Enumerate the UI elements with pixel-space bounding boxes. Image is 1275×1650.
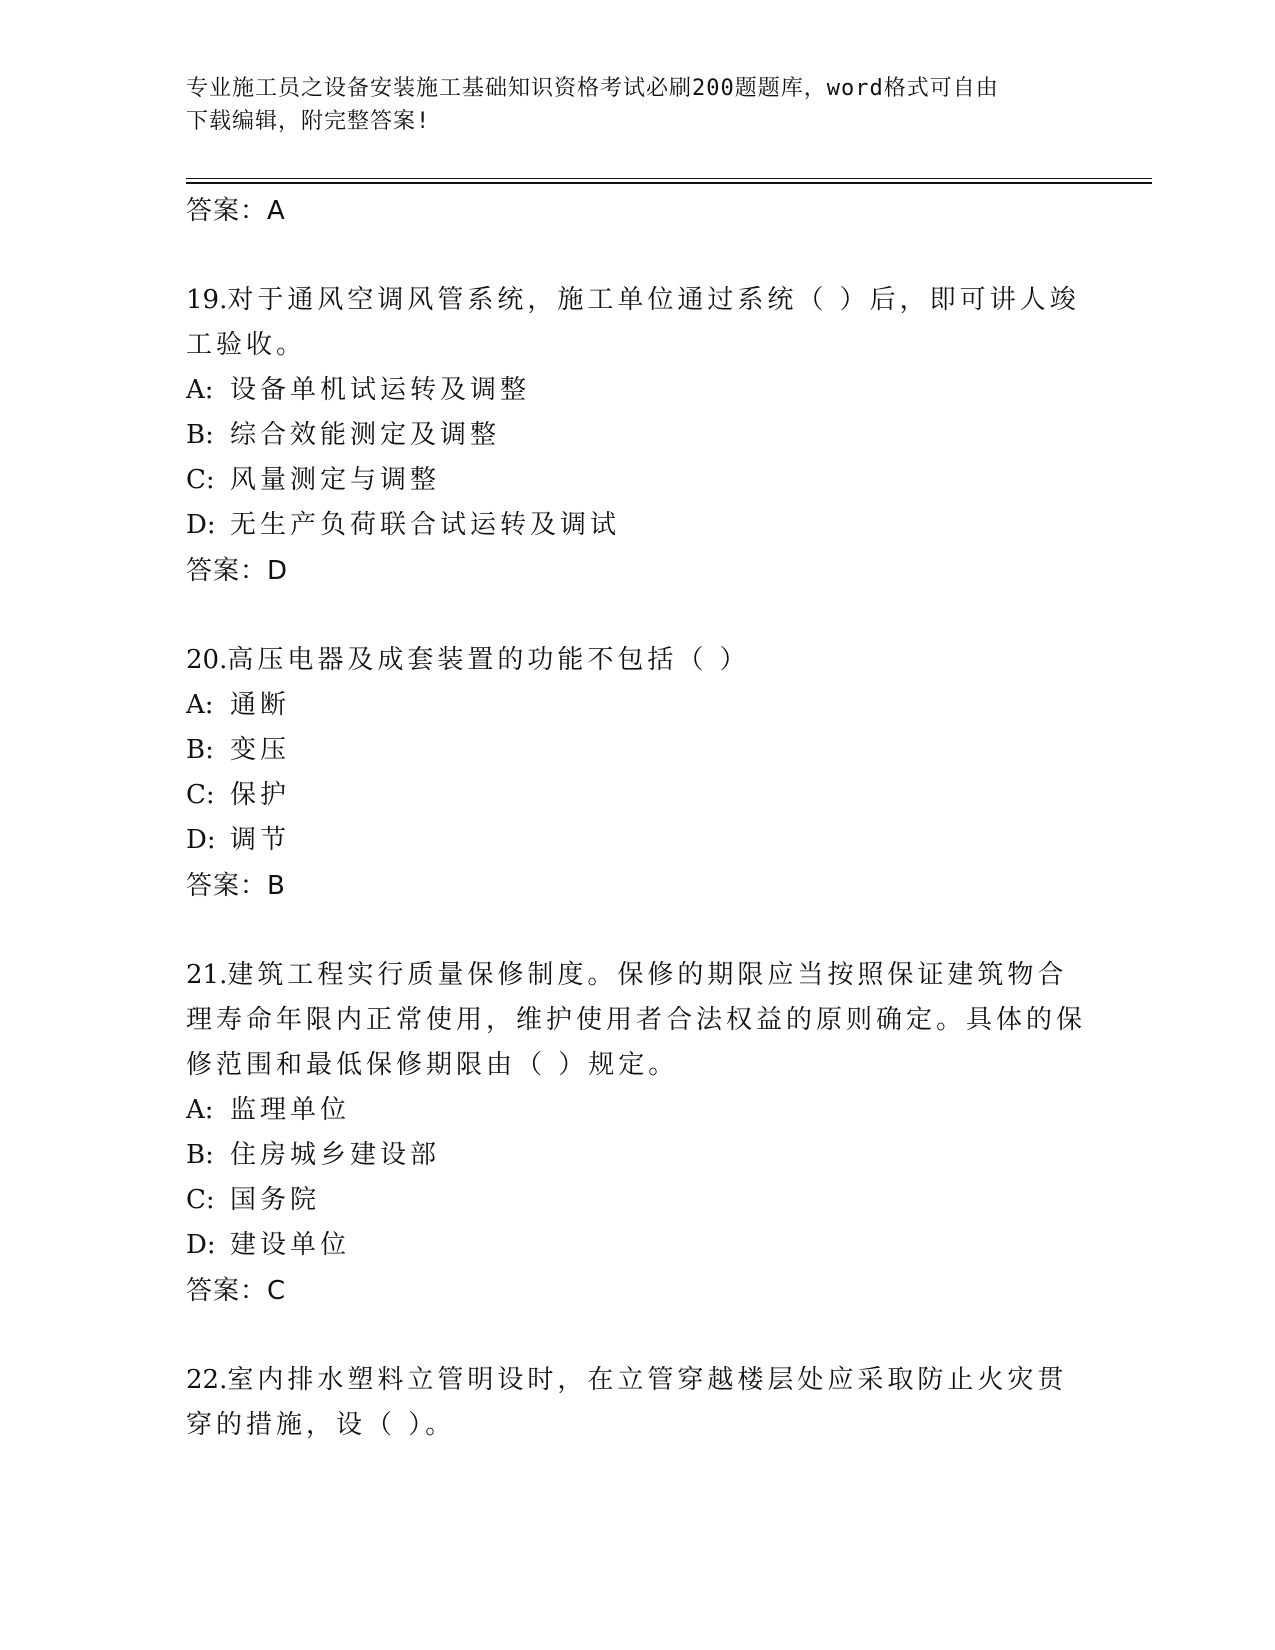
- option-text: 监理单位: [230, 1095, 351, 1125]
- option-d: [186, 1223, 1086, 1268]
- question-text: [186, 278, 1086, 368]
- question-19: [186, 278, 1086, 594]
- question-text: [186, 1358, 1086, 1448]
- option-a: [186, 683, 1086, 728]
- option-letter: B:: [186, 420, 214, 450]
- option-text: 设备单机试运转及调整: [230, 375, 531, 405]
- option-letter: C:: [186, 1185, 215, 1215]
- header-divider-thin: [186, 178, 1152, 179]
- question-number: 20.: [186, 645, 228, 675]
- option-text: 无生产负荷联合试运转及调试: [230, 510, 621, 540]
- option-letter: D:: [186, 1230, 216, 1260]
- question-body: 室内排水塑料立管明设时，在立管穿越楼层处应采取防止火灾贯穿的措施，设（ ）。: [186, 1365, 1068, 1440]
- question-text: [186, 953, 1086, 1088]
- option-b: [186, 413, 1086, 458]
- question-body: 对于通风空调风管系统，施工单位通过系统（ ）后，即可讲人竣工验收。: [186, 285, 1080, 360]
- answer-line: 答案：D: [186, 556, 289, 586]
- option-a: [186, 1088, 1086, 1133]
- option-letter: D:: [186, 510, 216, 540]
- header-line-2: 下载编辑，附完整答案!: [186, 109, 431, 134]
- option-c: [186, 458, 1086, 503]
- question-body: 高压电器及成套装置的功能不包括（ ）: [227, 645, 750, 675]
- option-text: 国务院: [230, 1185, 321, 1215]
- question-body: 建筑工程实行质量保修制度。保修的期限应当按照保证建筑物合理寿命年限内正常使用，维护使用者合法权益的原则确定。具体的保修范围和最低保修期限由（ ）规定。: [186, 960, 1087, 1080]
- option-d: [186, 503, 1086, 548]
- option-b: [186, 1133, 1086, 1178]
- option-letter: A:: [186, 1095, 214, 1125]
- question-20: [186, 638, 1086, 909]
- option-a: [186, 368, 1086, 413]
- question-text: [186, 638, 1086, 683]
- option-c: [186, 1178, 1086, 1223]
- option-text: 通断: [230, 690, 291, 720]
- question-number: 19.: [186, 285, 228, 315]
- option-text: 变压: [230, 735, 291, 765]
- question-21: [186, 953, 1086, 1314]
- option-text: 建设单位: [230, 1230, 351, 1260]
- option-text: 综合效能测定及调整: [230, 420, 501, 450]
- answer-line: 答案：B: [186, 871, 286, 901]
- answer-line: 答案：A: [186, 196, 286, 226]
- option-letter: B:: [186, 1140, 214, 1170]
- option-letter: D:: [186, 825, 216, 855]
- header-line-1: 专业施工员之设备安装施工基础知识资格考试必刷200题题库，word格式可自由: [186, 76, 999, 101]
- option-letter: A:: [186, 690, 214, 720]
- answer-line: 答案：C: [186, 1276, 287, 1306]
- question-22: [186, 1358, 1086, 1448]
- option-letter: A:: [186, 375, 214, 405]
- document-header: [186, 72, 1066, 138]
- option-text: 风量测定与调整: [230, 465, 441, 495]
- question-list: [186, 188, 1086, 1448]
- option-letter: C:: [186, 780, 215, 810]
- option-text: 保护: [230, 780, 291, 810]
- option-b: [186, 728, 1086, 773]
- option-c: [186, 773, 1086, 818]
- question-number: 21.: [186, 960, 228, 990]
- question-number: 22.: [186, 1365, 228, 1395]
- option-letter: C:: [186, 465, 215, 495]
- option-text: 调节: [230, 825, 291, 855]
- header-divider-thick: [186, 182, 1152, 184]
- option-d: [186, 818, 1086, 863]
- option-text: 住房城乡建设部: [230, 1140, 441, 1170]
- option-letter: B:: [186, 735, 214, 765]
